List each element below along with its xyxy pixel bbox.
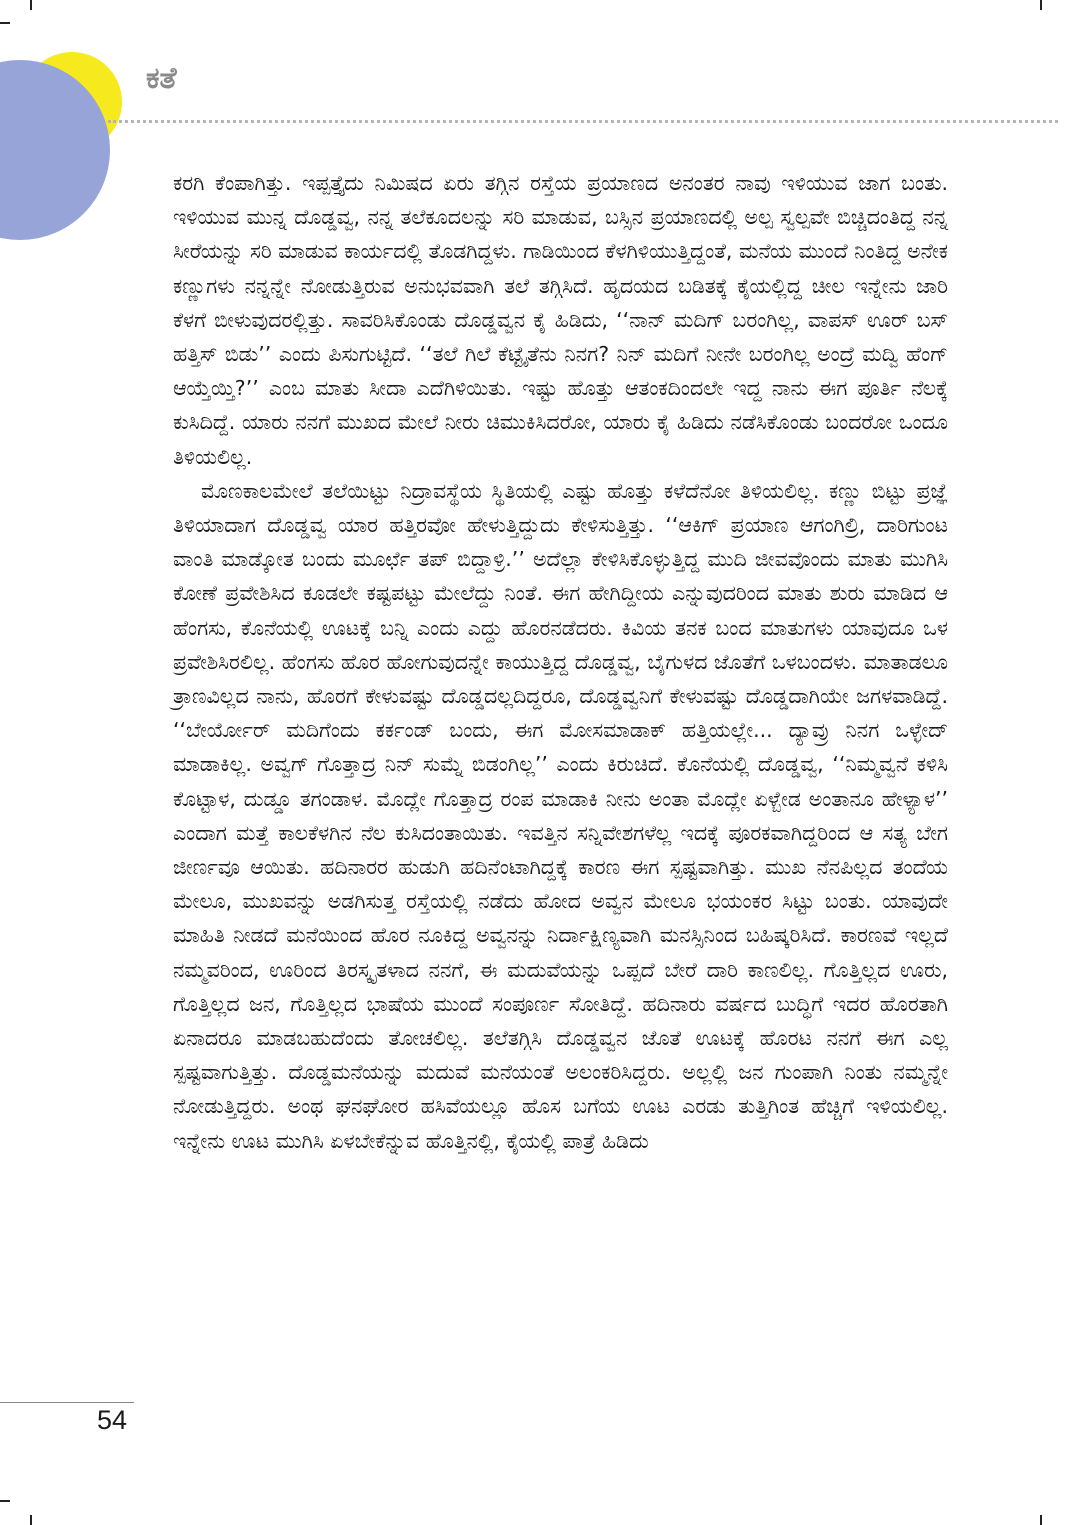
- story-body: [173, 166, 948, 1158]
- section-title: ಕತೆ: [146, 61, 177, 96]
- paragraph-2: ಮೊಣಕಾಲಮೇಲೆ ತಲೆಯಿಟ್ಟು ನಿದ್ರಾವಸ್ಥೆಯ ಸ್ಥಿತಿಯಲ್ಲಿ ಎಷ್ಟು ಹೊತ್ತು ಕಳೆದೆನೋ ತಿಳಿಯಲಿಲ್ಲ. ಕಣ್ಣು ಬಿಟ್ಟು ಪ್ರಜ್ಞೆ ತಿಳಿಯಾದಾಗ ದೊಡ್ಡವ್ವ ಯಾರ ಹತ್ತಿರವೋ ಹೇಳುತ್ತಿದ್ದುದು ಕೇಳಿಸುತ್ತಿತ್ತು. ‘‘ಆಕಿಗ್ ಪ್ರಯಾಣ ಆಗಂಗಿಲ್ರಿ, ದಾರಿಗುಂಟ ವಾಂತಿ ಮಾಡ್ಕೋತ ಬಂದು ಮೂರ್ಛೆ ತಪ್ ಬಿದ್ದಾಳ್ರಿ.’’ ಅದೆಲ್ಲಾ ಕೇಳಿಸಿಕೊಳ್ಳುತ್ತಿದ್ದ ಮುದಿ ಜೀವವೊಂದು ಮಾತು ಮುಗಿಸಿ ಕೋಣೆ ಪ್ರವೇಶಿಸಿದ ಕೂಡಲೇ ಕಷ್ಟಪಟ್ಟು ಮೇಲೆದ್ದು ನಿಂತೆ. ಈಗ ಹೇಗಿದ್ದೀಯ ಎನ್ನುವುದರಿಂದ ಮಾತು ಶುರು ಮಾಡಿದ ಆ ಹೆಂಗಸು, ಕೊನೆಯಲ್ಲಿ ಊಟಕ್ಕೆ ಬನ್ನಿ ಎಂದು ಎದ್ದು ಹೊರನಡೆದರು. ಕಿವಿಯ ತನಕ ಬಂದ ಮಾತುಗಳು ಯಾವುದೂ ಒಳ ಪ್ರವೇಶಿಸಿರಲಿಲ್ಲ. ಹೆಂಗಸು ಹೊರ ಹೋಗುವುದನ್ನೇ ಕಾಯುತ್ತಿದ್ದ ದೊಡ್ಡವ್ವ, ಬೈಗುಳದ ಜೊತೆಗೆ ಒಳಬಂದಳು. ಮಾತಾಡಲೂ ತ್ರಾಣವಿಲ್ಲದ ನಾನು, ಹೊರಗೆ ಕೇಳುವಷ್ಟು ದೊಡ್ಡದಲ್ಲದಿದ್ದರೂ, ದೊಡ್ಡವ್ವನಿಗೆ ಕೇಳುವಷ್ಟು ದೊಡ್ಡದಾಗಿಯೇ ಜಗಳವಾಡಿದ್ದೆ. ‘‘ಬೇರ್ಯೋರ್ ಮದಿಗೆಂದು ಕರ್ಕಂಡ್ ಬಂದು, ಈಗ ಮೋಸಮಾಡಾಕ್ ಹತ್ತಿಯಲ್ಲೇ... ದ್ಯಾವ್ರು ನಿನಗ ಒಳ್ಳೇದ್ ಮಾಡಾಕಿಲ್ಲ. ಅವ್ವಗ್ ಗೊತ್ತಾದ್ರ ನಿನ್ ಸುಮ್ನೆ ಬಿಡಂಗಿಲ್ಲ’’ ಎಂದು ಕಿರುಚಿದೆ. ಕೊನೆಯಲ್ಲಿ ದೊಡ್ಡವ್ವ, ‘‘ನಿಮ್ಮವ್ವನೆ ಕಳಿಸಿ ಕೊಟ್ಟಾಳ, ದುಡ್ಡೂ ತಗಂಡಾಳ. ಮೊದ್ಲೇ ಗೊತ್ತಾದ್ರ ರಂಪ ಮಾಡಾಕಿ ನೀನು ಅಂತಾ ಮೊದ್ಲೇ ಏಳ್ಬೇಡ ಅಂತಾನೂ ಹೇಳ್ಯಾಳ’’ ಎಂದಾಗ ಮತ್ತೆ ಕಾಲಕೆಳಗಿನ ನೆಲ ಕುಸಿದಂತಾಯಿತು. ಇವತ್ತಿನ ಸನ್ನಿವೇಶಗಳೆಲ್ಲ ಇದಕ್ಕೆ ಪೂರಕವಾಗಿದ್ದರಿಂದ ಆ ಸತ್ಯ ಬೇಗ ಜೀರ್ಣವೂ ಆಯಿತು. ಹದಿನಾರರ ಹುಡುಗಿ ಹದಿನೆಂಟಾಗಿದ್ದಕ್ಕೆ ಕಾರಣ ಈಗ ಸ್ಪಷ್ಟವಾಗಿತ್ತು. ಮುಖ ನೆನಪಿಲ್ಲದ ತಂದೆಯ ಮೇಲೂ, ಮುಖವನ್ನು ಅಡಗಿಸುತ್ತ ರಸ್ತೆಯಲ್ಲಿ ನಡೆದು ಹೋದ ಅವ್ವನ ಮೇಲೂ ಭಯಂಕರ ಸಿಟ್ಟು ಬಂತು. ಯಾವುದೇ ಮಾಹಿತಿ ನೀಡದೆ ಮನೆಯಿಂದ ಹೊರ ನೂಕಿದ್ದ ಅವ್ವನನ್ನು ನಿರ್ದಾಕ್ಷಿಣ್ಯವಾಗಿ ಮನಸ್ಸಿನಿಂದ ಬಹಿಷ್ಕರಿಸಿದೆ. ಕಾರಣವೆ ಇಲ್ಲದೆ ನಮ್ಮವರಿಂದ, ಊರಿಂದ ತಿರಸ್ಕೃತಳಾದ ನನಗೆ, ಈ ಮದುವೆಯನ್ನು ಒಪ್ಪದೆ ಬೇರೆ ದಾರಿ ಕಾಣಲಿಲ್ಲ. ಗೊತ್ತಿಲ್ಲದ ಊರು, ಗೊತ್ತಿಲ್ಲದ ಜನ, ಗೊತ್ತಿಲ್ಲದ ಭಾಷೆಯ ಮುಂದೆ ಸಂಪೂರ್ಣ ಸೋತಿದ್ದೆ. ಹದಿನಾರು ವರ್ಷದ ಬುದ್ಧಿಗೆ ಇದರ ಹೊರತಾಗಿ ಏನಾದರೂ ಮಾಡಬಹುದೆಂದು ತೋಚಲಿಲ್ಲ. ತಲೆತಗ್ಗಿಸಿ ದೊಡ್ಡವ್ವನ ಜೊತೆ ಊಟಕ್ಕೆ ಹೊರಟ ನನಗೆ ಈಗ ಎಲ್ಲ ಸ್ಪಷ್ಟವಾಗುತ್ತಿತ್ತು. ದೊಡ್ಡಮನೆಯನ್ನು ಮದುವೆ ಮನೆಯಂತೆ ಅಲಂಕರಿಸಿದ್ದರು. ಅಲ್ಲಲ್ಲಿ ಜನ ಗುಂಪಾಗಿ ನಿಂತು ನಮ್ಮನ್ನೇ ನೋಡುತ್ತಿದ್ದರು. ಅಂಥ ಘನಘೋರ ಹಸಿವೆಯಲ್ಲೂ ಹೊಸ ಬಗೆಯ ಊಟ ಎರಡು ತುತ್ತಿಗಿಂತ ಹೆಚ್ಚಿಗೆ ಇಳಿಯಲಿಲ್ಲ. ಇನ್ನೇನು ಊಟ ಮುಗಿಸಿ ಏಳಬೇಕೆನ್ನುವ ಹೊತ್ತಿನಲ್ಲಿ, ಕೈಯಲ್ಲಿ ಪಾತ್ರೆ ಹಿಡಿದು: [173, 478, 948, 1153]
- page-number: 54: [97, 1405, 128, 1435]
- paragraph-1: ಕರಗಿ ಕೆಂಪಾಗಿತ್ತು. ಇಪ್ಪತ್ತೈದು ನಿಮಿಷದ ಏರು ತಗ್ಗಿನ ರಸ್ತೆಯ ಪ್ರಯಾಣದ ಅನಂತರ ನಾವು ಇಳಿಯುವ ಜಾಗ ಬಂತು. ಇಳಿಯುವ ಮುನ್ನ ದೊಡ್ಡವ್ವ, ನನ್ನ ತಲೆಕೂದಲನ್ನು ಸರಿ ಮಾಡುವ, ಬಸ್ಸಿನ ಪ್ರಯಾಣದಲ್ಲಿ ಅಲ್ಪ ಸ್ವಲ್ಪವೇ ಬಿಚ್ಚಿದಂತಿದ್ದ ನನ್ನ ಸೀರೆಯನ್ನು ಸರಿ ಮಾಡುವ ಕಾರ್ಯದಲ್ಲಿ ತೊಡಗಿದ್ದಳು. ಗಾಡಿಯಿಂದ ಕೆಳಗಿಳಿಯುತ್ತಿದ್ದಂತೆ, ಮನೆಯ ಮುಂದೆ ನಿಂತಿದ್ದ ಅನೇಕ ಕಣ್ಣುಗಳು ನನ್ನನ್ನೇ ನೋಡುತ್ತಿರುವ ಅನುಭವವಾಗಿ ತಲೆ ತಗ್ಗಿಸಿದೆ. ಹೃದಯದ ಬಡಿತಕ್ಕೆ ಕೈಯಲ್ಲಿದ್ದ ಚೀಲ ಇನ್ನೇನು ಜಾರಿ ಕೆಳಗೆ ಬೀಳುವುದರಲ್ಲಿತ್ತು. ಸಾವರಿಸಿಕೊಂಡು ದೊಡ್ಡವ್ವನ ಕೈ ಹಿಡಿದು, ‘‘ನಾನ್ ಮದಿಗ್ ಬರಂಗಿಲ್ಲ, ವಾಪಸ್ ಊರ್ ಬಸ್ ಹತ್ತಿಸ್ ಬಿಡು’’ ಎಂದು ಪಿಸುಗುಟ್ಟಿದೆ. ‘‘ತಲೆ ಗಿಲೆ ಕೆಟ್ಟೈತೆನು ನಿನಗ? ನಿನ್ ಮದಿಗೆ ನೀನೇ ಬರಂಗಿಲ್ಲ ಅಂದ್ರೆ ಮದ್ವಿ ಹೆಂಗ್ ಆಯ್ತೆಯ್ತಿ?’’ ಎಂಬ ಮಾತು ಸೀದಾ ಎದೆಗಿಳಿಯಿತು. ಇಷ್ಟು ಹೊತ್ತು ಆತಂಕದಿಂದಲೇ ಇದ್ದ ನಾನು ಈಗ ಪೂರ್ತಿ ನೆಲಕ್ಕೆ ಕುಸಿದಿದ್ದೆ. ಯಾರು ನನಗೆ ಮುಖದ ಮೇಲೆ ನೀರು ಚಿಮುಕಿಸಿದರೋ, ಯಾರು ಕೈ ಹಿಡಿದು ನಡೆಸಿಕೊಂಡು ಬಂದರೋ ಒಂದೂ ತಿಳಿಯಲಿಲ್ಲ.: [173, 171, 948, 469]
- footer-rule: [0, 1402, 134, 1403]
- header-dotted-rule: [108, 120, 1058, 123]
